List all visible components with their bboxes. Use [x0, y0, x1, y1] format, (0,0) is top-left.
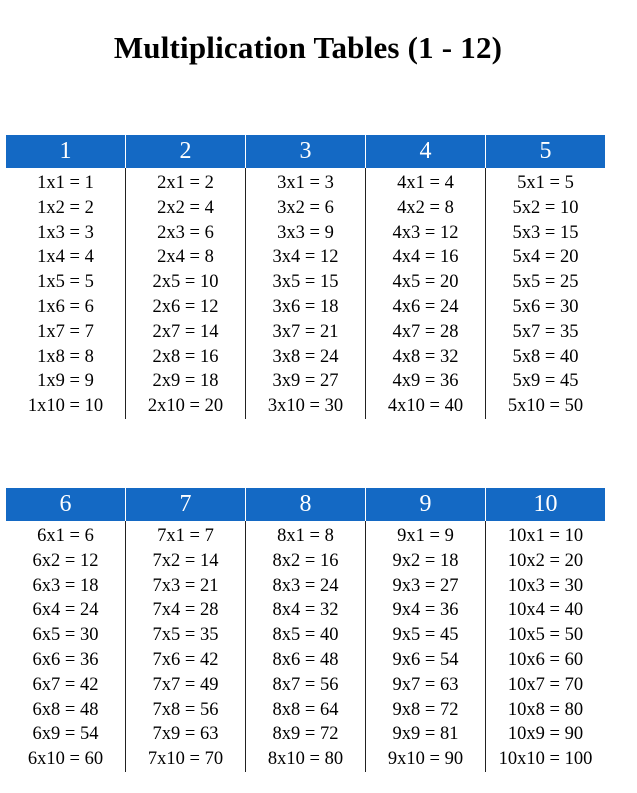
table-column-2: [125, 168, 245, 419]
table-cell: 8x8 = 64: [272, 699, 339, 720]
table-cell: 9x4 = 36: [392, 600, 459, 621]
table-cell: 7x8 = 56: [152, 699, 219, 720]
table-column-4: [365, 168, 485, 419]
table-cell: 8x7 = 56: [272, 674, 339, 695]
table-cell: 3x6 = 18: [272, 296, 339, 317]
table-cell: 7x5 = 35: [152, 625, 219, 646]
table-cell: 3x3 = 9: [277, 222, 334, 243]
table-column-9: [365, 521, 485, 772]
table-block-6-10: [6, 488, 605, 772]
table-cell: 4x7 = 28: [392, 321, 459, 342]
table-cell: 7x7 = 49: [152, 674, 219, 695]
table-cell: 4x1 = 4: [397, 173, 454, 193]
table-cell: 2x10 = 20: [147, 396, 224, 417]
table-cell: 6x3 = 18: [32, 575, 99, 596]
table-cell: 9x1 = 9: [397, 526, 454, 546]
table-cell: 10x3 = 30: [507, 575, 584, 596]
table-cell: 3x1 = 3: [277, 173, 334, 193]
table-cell: 2x6 = 12: [152, 296, 219, 317]
table-cell: 6x1 = 6: [37, 526, 94, 546]
table-cell: 8x5 = 40: [272, 625, 339, 646]
table-cell: 9x10 = 90: [387, 749, 464, 770]
table-block-1-5: [6, 135, 605, 419]
table-cell: 4x10 = 40: [387, 396, 464, 417]
table-cell: 1x8 = 8: [37, 346, 94, 367]
table-cell: 9x7 = 63: [392, 674, 459, 695]
table-cell: 1x6 = 6: [37, 296, 94, 317]
table-cell: 2x1 = 2: [157, 173, 214, 193]
table-cell: 2x4 = 8: [157, 247, 214, 268]
table-cell: 8x6 = 48: [272, 649, 339, 670]
table-cell: 8x2 = 16: [272, 550, 339, 571]
table-cell: 2x8 = 16: [152, 346, 219, 367]
table-column-7: [125, 521, 245, 772]
table-cell: 2x7 = 14: [152, 321, 219, 342]
table-header-5: 5: [485, 135, 605, 168]
table-cell: 5x8 = 40: [512, 346, 579, 367]
table-cell: 1x9 = 9: [37, 371, 94, 392]
table-cell: 6x4 = 24: [32, 600, 99, 621]
columns: [6, 521, 605, 772]
table-column-3: [245, 168, 365, 419]
table-cell: 4x5 = 20: [392, 272, 459, 293]
table-header-3: 3: [245, 135, 365, 168]
table-cell: 3x4 = 12: [272, 247, 339, 268]
table-cell: 1x2 = 2: [37, 197, 94, 218]
table-column-8: [245, 521, 365, 772]
table-column-6: [6, 521, 125, 772]
table-column-1: [6, 168, 125, 419]
table-cell: 7x6 = 42: [152, 649, 219, 670]
table-cell: 9x3 = 27: [392, 575, 459, 596]
table-cell: 5x9 = 45: [512, 371, 579, 392]
table-header-4: 4: [365, 135, 485, 168]
table-cell: 2x9 = 18: [152, 371, 219, 392]
table-cell: 1x4 = 4: [37, 247, 94, 268]
table-cell: 10x2 = 20: [507, 550, 584, 571]
table-cell: 10x4 = 40: [507, 600, 584, 621]
table-cell: 7x2 = 14: [152, 550, 219, 571]
table-cell: 7x3 = 21: [152, 575, 219, 596]
table-cell: 9x8 = 72: [392, 699, 459, 720]
table-cell: 3x2 = 6: [277, 197, 334, 218]
table-column-5: [485, 168, 605, 419]
table-header-2: 2: [125, 135, 245, 168]
table-cell: 4x2 = 8: [397, 197, 454, 218]
table-cell: 4x9 = 36: [392, 371, 459, 392]
table-cell: 9x6 = 54: [392, 649, 459, 670]
table-cell: 1x5 = 5: [37, 272, 94, 293]
table-cell: 5x3 = 15: [512, 222, 579, 243]
table-cell: 7x4 = 28: [152, 600, 219, 621]
table-cell: 9x2 = 18: [392, 550, 459, 571]
table-cell: 6x8 = 48: [32, 699, 99, 720]
table-cell: 8x10 = 80: [267, 749, 344, 770]
table-cell: 3x5 = 15: [272, 272, 339, 293]
table-cell: 5x10 = 50: [507, 396, 584, 417]
table-cell: 4x3 = 12: [392, 222, 459, 243]
table-header-10: 10: [485, 488, 605, 521]
table-cell: 10x9 = 90: [507, 724, 584, 745]
table-cell: 5x4 = 20: [512, 247, 579, 268]
table-cell: 8x3 = 24: [272, 575, 339, 596]
table-cell: 10x10 = 100: [498, 749, 593, 770]
table-cell: 6x5 = 30: [32, 625, 99, 646]
table-header-6: 6: [59, 491, 72, 517]
table-header-8: 8: [245, 488, 365, 521]
table-cell: 10x5 = 50: [507, 625, 584, 646]
table-header-9: 9: [365, 488, 485, 521]
page-title: Multiplication Tables (1 - 12): [113, 30, 503, 65]
table-cell: 6x9 = 54: [32, 724, 99, 745]
table-cell: 10x1 = 10: [507, 526, 584, 546]
table-column-10: [485, 521, 605, 772]
table-cell: 6x7 = 42: [32, 674, 99, 695]
table-cell: 7x9 = 63: [152, 724, 219, 745]
table-cell: 3x8 = 24: [272, 346, 339, 367]
table-cell: 6x6 = 36: [32, 649, 99, 670]
table-cell: 1x3 = 3: [37, 222, 94, 243]
table-cell: 6x10 = 60: [27, 749, 104, 770]
table-cell: 1x1 = 1: [37, 173, 94, 193]
table-cell: 3x10 = 30: [267, 396, 344, 417]
table-cell: 3x9 = 27: [272, 371, 339, 392]
table-cell: 9x5 = 45: [392, 625, 459, 646]
table-cell: 5x2 = 10: [512, 197, 579, 218]
table-cell: 10x7 = 70: [507, 674, 584, 695]
table-cell: 2x2 = 4: [157, 197, 214, 218]
table-cell: 8x4 = 32: [272, 600, 339, 621]
table-cell: 5x6 = 30: [512, 296, 579, 317]
table-cell: 4x4 = 16: [392, 247, 459, 268]
table-cell: 10x8 = 80: [507, 699, 584, 720]
table-cell: 2x5 = 10: [152, 272, 219, 293]
table-cell: 5x5 = 25: [512, 272, 579, 293]
table-cell: 7x10 = 70: [147, 749, 224, 770]
table-cell: 4x8 = 32: [392, 346, 459, 367]
table-cell: 10x6 = 60: [507, 649, 584, 670]
table-cell: 6x2 = 12: [32, 550, 99, 571]
header-row: [6, 135, 605, 168]
table-header-1: 1: [59, 138, 72, 164]
table-cell: 8x9 = 72: [272, 724, 339, 745]
table-cell: 1x7 = 7: [37, 321, 94, 342]
table-cell: 8x1 = 8: [277, 526, 334, 546]
table-cell: 5x1 = 5: [517, 173, 574, 193]
table-cell: 4x6 = 24: [392, 296, 459, 317]
table-cell: 3x7 = 21: [272, 321, 339, 342]
header-row: [6, 488, 605, 521]
table-cell: 5x7 = 35: [512, 321, 579, 342]
table-cell: 2x3 = 6: [157, 222, 214, 243]
columns: [6, 168, 605, 419]
table-cell: 7x1 = 7: [157, 526, 214, 546]
table-header-7: 7: [125, 488, 245, 521]
table-cell: 9x9 = 81: [392, 724, 459, 745]
table-cell: 1x10 = 10: [27, 396, 104, 417]
